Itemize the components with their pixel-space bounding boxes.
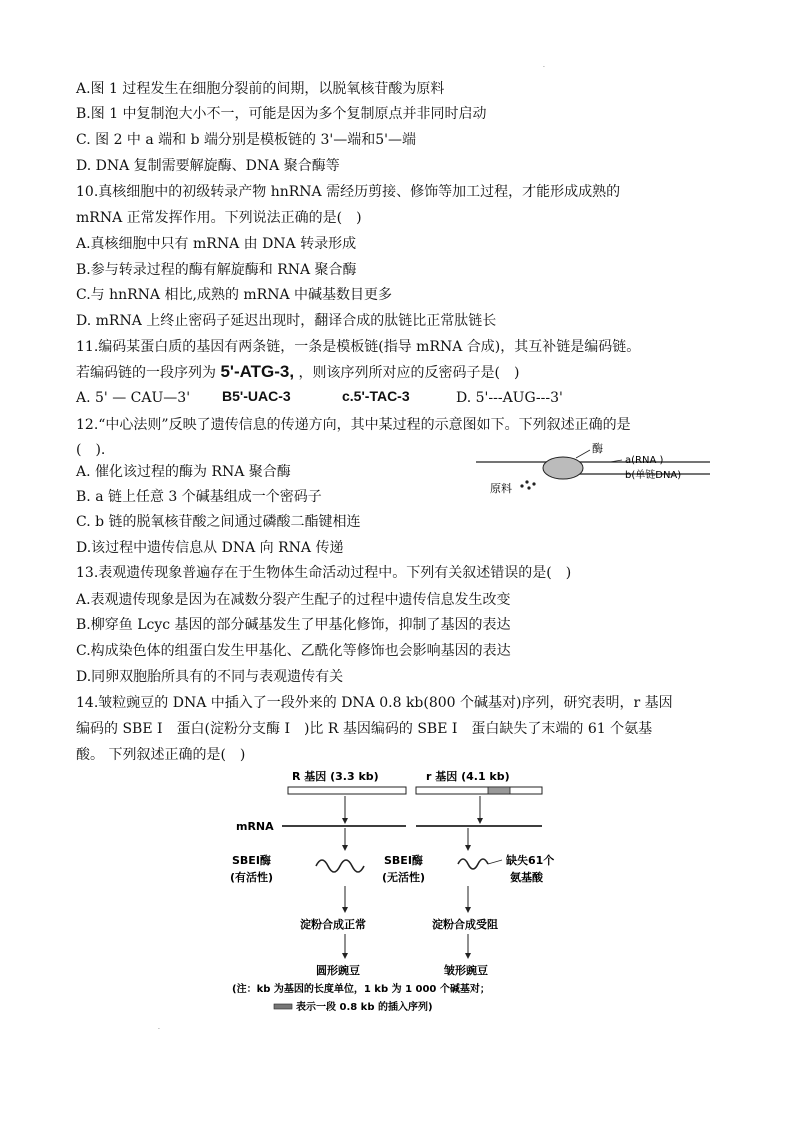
option-13c: C.构成染色体的组蛋白发生甲基化、乙酰化等修饰也会影响基因的表达 <box>76 643 511 659</box>
b-strand-label: b(单链DNA) <box>625 470 682 481</box>
protein-chain-truncated <box>458 859 488 869</box>
option-11b: B5'-UAC-3 <box>222 388 291 404</box>
question-10-stem: 10.真核细胞中的初级转录产物 hnRNA 需经历剪接、修饰等加工过程，才能形成成熟的 <box>76 184 621 200</box>
option-10d: D. mRNA 上终止密码子延迟出现时，翻译合成的肽链比正常肽链长 <box>76 313 497 329</box>
option-11c: c.5'-TAC-3 <box>342 388 410 404</box>
raw-material-label: 原料 <box>490 482 512 495</box>
sbe-inactive-label: SBEⅠ酶 <box>384 854 423 867</box>
speck: · <box>158 1026 160 1033</box>
insertion-legend-swatch <box>274 1004 292 1009</box>
option-12b: B. a 链上任意 3 个碱基组成一个密码子 <box>76 489 322 505</box>
option-9a: A.图 1 过程发生在细胞分裂前的间期，以脱氧核苷酸为原料 <box>76 81 445 97</box>
question-10-stem-cont: mRNA 正常发挥作用。下列说法正确的是( ) <box>76 210 362 226</box>
option-11d: D. 5'---AUG---3' <box>456 390 563 406</box>
question-11-stem-cont <box>76 362 519 383</box>
nucleotide-dot <box>525 480 528 483</box>
question-14-stem-end: 酸。 下列叙述正确的是( ) <box>76 747 246 763</box>
option-10a: A.真核细胞中只有 mRNA 由 DNA 转录形成 <box>76 236 357 252</box>
R-gene-label: R 基因 (3.3 kb) <box>292 770 379 783</box>
option-13a: A.表观遗传现象是因为在减数分裂产生配子的过程中遗传信息发生改变 <box>76 592 511 608</box>
missing-pointer <box>488 860 502 864</box>
protein-chain-active <box>316 860 364 872</box>
missing-aa-label-cont: 氨基酸 <box>510 871 543 884</box>
r-gene-bar <box>416 787 542 794</box>
transcription-diagram <box>470 440 730 500</box>
option-12d: D.该过程中遗传信息从 DNA 向 RNA 传递 <box>76 540 344 556</box>
starch-normal-label: 淀粉合成正常 <box>300 918 366 931</box>
missing-aa-label: 缺失61个 <box>506 854 555 867</box>
option-13d: D.同卵双胞胎所具有的不同与表观遗传有关 <box>76 669 344 685</box>
enzyme-pointer <box>576 450 590 458</box>
enzyme-ellipse <box>543 457 583 479</box>
question-13-stem: 13.表观遗传现象普遍存在于生物体生命活动过程中。下列有关叙述错误的是( ) <box>76 565 572 581</box>
option-12c: C. b 链的脱氧核苷酸之间通过磷酸二酯键相连 <box>76 514 361 530</box>
q11-prefix: 若编码链的一段序列为 <box>76 365 216 381</box>
option-9c: C. 图 2 中 a 端和 b 端分别是模板链的 3'—端和5'—端 <box>76 132 416 148</box>
question-12-stem-cont: ( ). <box>76 442 106 458</box>
pea-gene-diagram <box>230 768 570 1018</box>
enzyme-label: 酶 <box>592 442 603 455</box>
speck: · <box>543 64 545 71</box>
starch-blocked-label: 淀粉合成受阻 <box>432 918 498 931</box>
nucleotide-dot <box>532 482 535 485</box>
sbe-active-label: SBEⅠ酶 <box>232 854 271 867</box>
nucleotide-dot <box>520 484 523 487</box>
a-strand-label: a(RNA ) <box>625 455 664 466</box>
option-9d: D. DNA 复制需要解旋酶、DNA 聚合酶等 <box>76 158 340 174</box>
question-14-stem-cont: 编码的 SBE Ⅰ 蛋白(淀粉分支酶 Ⅰ )比 R 基因编码的 SBE Ⅰ 蛋白缺失了末端的 61 个氨基 <box>76 721 653 737</box>
round-pea-label: 圆形豌豆 <box>316 964 360 977</box>
mrna-label: mRNA <box>236 820 274 833</box>
nucleotide-dot <box>527 486 530 489</box>
figure-note-cont: 表示一段 0.8 kb 的插入序列) <box>296 1002 433 1013</box>
R-gene-bar <box>288 787 406 794</box>
insertion-sequence <box>488 787 510 794</box>
sbe-active-status: (有活性) <box>230 871 274 884</box>
option-10b: B.参与转录过程的酶有解旋酶和 RNA 聚合酶 <box>76 262 357 278</box>
figure-note: (注：kb 为基因的长度单位，1 kb 为 1 000 个碱基对； <box>232 984 490 995</box>
question-12-stem: 12.“中心法则”反映了遗传信息的传递方向，其中某过程的示意图如下。下列叙述正确的是 <box>76 417 631 433</box>
option-9b: B.图 1 中复制泡大小不一，可能是因为多个复制原点并非同时启动 <box>76 106 487 122</box>
wrinkled-pea-label: 皱形豌豆 <box>444 964 488 977</box>
q11-suffix: ，则该序列所对应的反密码子是( ) <box>298 365 520 381</box>
option-12a: A. 催化该过程的酶为 RNA 聚合酶 <box>76 464 291 480</box>
option-13b: B.柳穿鱼 Lcyc 基因的部分碱基发生了甲基化修饰，抑制了基因的表达 <box>76 617 511 633</box>
sbe-inactive-status: (无活性) <box>382 871 426 884</box>
question-14-stem: 14.皱粒豌豆的 DNA 中插入了一段外来的 DNA 0.8 kb(800 个碱基对)序列，研究表明，r 基因 <box>76 695 673 711</box>
r-gene-label: r 基因 (4.1 kb) <box>426 770 510 783</box>
question-11-stem: 11.编码某蛋白质的基因有两条链，一条是模板链(指导 mRNA 合成)，其互补链是编码链。 <box>76 339 641 355</box>
option-10c: C.与 hnRNA 相比,成熟的 mRNA 中碱基数目更多 <box>76 287 393 303</box>
q11-sequence: 5'-ATG-3, <box>220 362 295 381</box>
option-11a: A. 5' — CAU—3' <box>76 390 191 406</box>
